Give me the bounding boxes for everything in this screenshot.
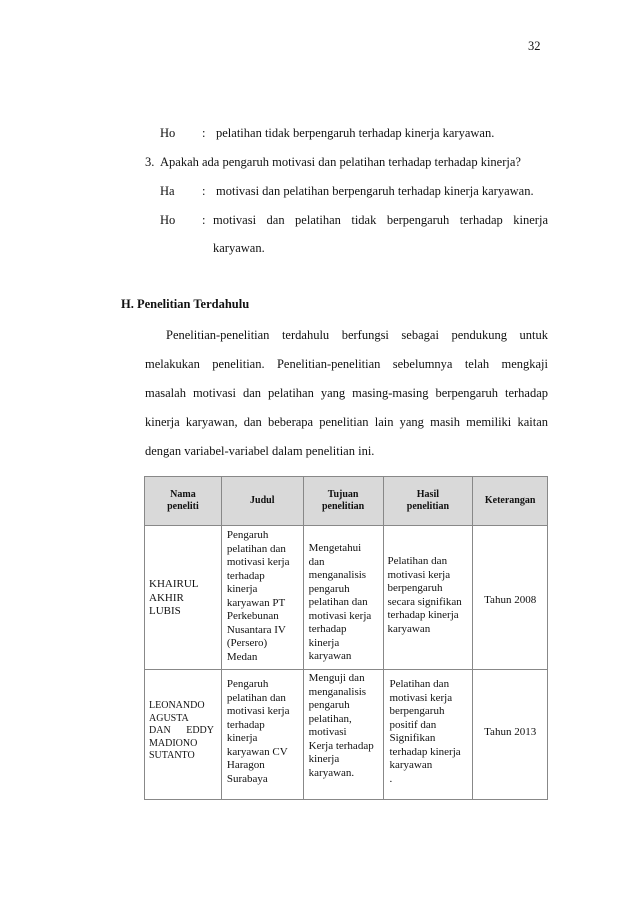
- research-table: [144, 476, 548, 800]
- cell-judul: Pengaruh pelatihan dan motivasi kerja terhadap kinerja karyawan PT Perkebunan Nusantara IV (Persero) Medan: [221, 526, 303, 670]
- cell-keterangan: Tahun 2008: [473, 526, 548, 670]
- paragraph-line: kinerja karyawan, dan beberapa penelitian lain yang masih memiliki kaitan: [145, 415, 548, 429]
- paragraph-line: dengan variabel-variabel dalam penelitian ini.: [145, 444, 375, 458]
- hypothesis-text-ho: pelatihan tidak berpengaruh terhadap kinerja karyawan.: [216, 126, 495, 140]
- paragraph-line: masalah motivasi dan pelatihan yang masing-masing berpengaruh terhadap: [145, 386, 548, 400]
- cell-hasil: Pelatihan dan motivasi kerja berpengaruh secara signifikan terhadap kinerja karyawan: [383, 526, 473, 670]
- hypothesis-label-ho: Ho: [160, 126, 176, 140]
- question-text: Apakah ada pengaruh motivasi dan pelatihan terhadap terhadap kinerja?: [160, 155, 521, 169]
- cell-nama: LEONANDO AGUSTA DAN EDDY MADIONO SUTANTO: [145, 670, 222, 800]
- hypothesis-colon: :: [202, 126, 206, 140]
- cell-hasil: Pelatihan dan motivasi kerja berpengaruh positif dan Signifikan terhadap kinerja karyawan .: [383, 670, 473, 800]
- header-hasil: Hasil penelitian: [383, 477, 473, 526]
- cell-tujuan: Mengetahui dan menganalisis pengaruh pelatihan dan motivasi kerja terhadap kinerja karyawan: [303, 526, 383, 670]
- hypothesis-label-ha: Ha: [160, 184, 175, 198]
- hypothesis-label-ho: Ho: [160, 213, 176, 227]
- cell-nama: KHAIRUL AKHIR LUBIS: [145, 526, 222, 670]
- section-heading: H. Penelitian Terdahulu: [121, 297, 250, 311]
- hypothesis-text-ha: motivasi dan pelatihan berpengaruh terhadap kinerja karyawan.: [216, 184, 534, 198]
- header-tujuan: Tujuan penelitian: [303, 477, 383, 526]
- cell-tujuan: Menguji dan menganalisis pengaruh pelatihan, motivasi Kerja terhadap kinerja karyawan.: [303, 670, 383, 800]
- table-row: [145, 670, 548, 800]
- hypothesis-colon: :: [202, 184, 206, 198]
- hypothesis-colon: :: [202, 213, 206, 227]
- table-header-row: [145, 477, 548, 526]
- page-number: 32: [528, 39, 541, 53]
- hypothesis-text-ho-line2: karyawan.: [213, 241, 265, 255]
- header-keterangan: Keterangan: [473, 477, 548, 526]
- cell-judul: Pengaruh pelatihan dan motivasi kerja terhadap kinerja karyawan CV Haragon Surabaya: [221, 670, 303, 800]
- header-judul: Judul: [221, 477, 303, 526]
- paragraph-line: Penelitian-penelitian terdahulu berfungsi sebagai pendukung untuk: [166, 328, 548, 342]
- table-row: [145, 526, 548, 670]
- hypothesis-text-ho-line1: motivasi dan pelatihan tidak berpengaruh terhadap kinerja: [213, 213, 548, 227]
- cell-keterangan: Tahun 2013: [473, 670, 548, 800]
- paragraph-line: melakukan penelitian. Penelitian-penelitian sebelumnya telah mengkaji: [145, 357, 548, 371]
- question-number: 3.: [145, 155, 155, 169]
- header-nama: Nama peneliti: [145, 477, 222, 526]
